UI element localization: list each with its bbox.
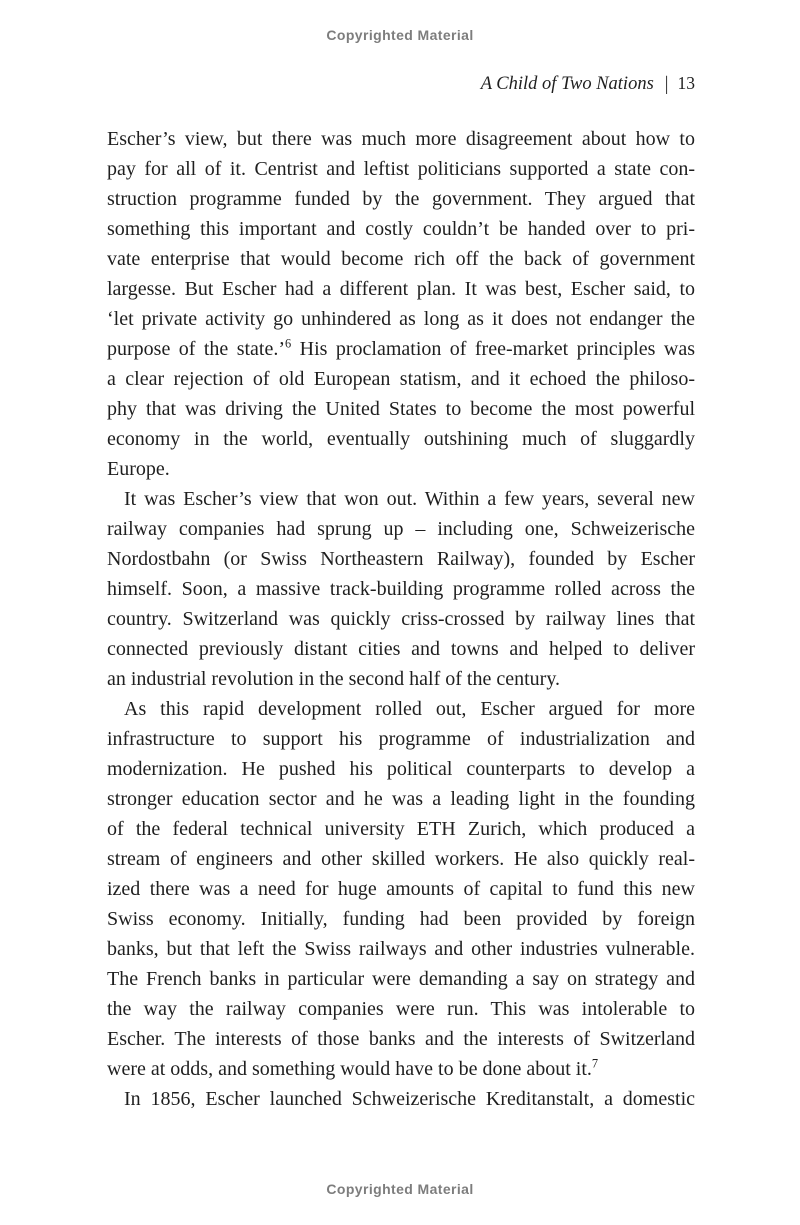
text-line: connected previously distant cities and towns and helped to deliver bbox=[107, 638, 695, 660]
copyright-notice-bottom: Copyrighted Material bbox=[326, 1181, 474, 1197]
running-header bbox=[107, 71, 695, 96]
page-number: 13 bbox=[677, 73, 695, 93]
text-line: a clear rejection of old European statism, and it echoed the philoso- bbox=[107, 368, 695, 390]
chapter-title: A Child of Two Nations bbox=[480, 74, 654, 94]
text-line: Swiss economy. Initially, funding had been provided by foreign bbox=[107, 908, 695, 930]
text-line: As this rapid development rolled out, Escher argued for more bbox=[124, 698, 695, 720]
text-segment: were at odds, and something would have to be done about it. bbox=[107, 1058, 592, 1080]
text-line: largesse. But Escher had a different plan. It was best, Escher said, to bbox=[107, 278, 695, 300]
text-line: stream of engineers and other skilled workers. He also quickly real- bbox=[107, 848, 695, 870]
body-text bbox=[107, 124, 695, 1114]
text-line bbox=[107, 1054, 695, 1084]
text-line: something this important and costly couldn’t be handed over to pri- bbox=[107, 218, 695, 240]
text-line: banks, but that left the Swiss railways and other industries vulnerable. bbox=[107, 938, 695, 960]
text-line: the way the railway companies were run. This was intolerable to bbox=[107, 998, 695, 1020]
text-line bbox=[107, 334, 695, 364]
text-segment: His proclamation of free-market principles was bbox=[291, 338, 695, 360]
text-line: It was Escher’s view that won out. Within a few years, several new bbox=[124, 488, 695, 510]
paragraph bbox=[107, 1084, 695, 1114]
text-line: vate enterprise that would become rich off the back of government bbox=[107, 248, 695, 270]
text-line: of the federal technical university ETH Zurich, which produced a bbox=[107, 818, 695, 840]
text-segment: purpose of the state.’ bbox=[107, 338, 286, 360]
text-line: infrastructure to support his programme of industrialization and bbox=[107, 728, 695, 750]
text-line: pay for all of it. Centrist and leftist politicians supported a state con- bbox=[107, 158, 695, 180]
copyright-notice-top: Copyrighted Material bbox=[326, 27, 474, 43]
text-line: phy that was driving the United States to become the most powerful bbox=[107, 398, 695, 420]
text-line: economy in the world, eventually outshining much of sluggardly bbox=[107, 428, 695, 450]
text-line: struction programme funded by the government. They argued that bbox=[107, 188, 695, 210]
paragraph bbox=[107, 694, 695, 1084]
text-line: himself. Soon, a massive track-building programme rolled across the bbox=[107, 578, 695, 600]
text-line: The French banks in particular were demanding a say on strategy and bbox=[107, 968, 695, 990]
text-line: ‘let private activity go unhindered as long as it does not endanger the bbox=[107, 308, 695, 330]
text-line: railway companies had sprung up – including one, Schweizerische bbox=[107, 518, 695, 540]
text-line: country. Switzerland was quickly criss-crossed by railway lines that bbox=[107, 608, 695, 630]
text-line: an industrial revolution in the second half of the century. bbox=[107, 668, 561, 690]
text-line: modernization. He pushed his political counterparts to develop a bbox=[107, 758, 695, 780]
text-line: Escher’s view, but there was much more disagreement about how to bbox=[107, 128, 695, 150]
text-line: ized there was a need for huge amounts of capital to fund this new bbox=[107, 878, 695, 900]
paragraph bbox=[107, 484, 695, 694]
text-line: Nordostbahn (or Swiss Northeastern Railway), founded by Escher bbox=[107, 548, 695, 570]
paragraph bbox=[107, 124, 695, 484]
text-line: Escher. The interests of those banks and the interests of Switzerland bbox=[107, 1028, 695, 1050]
text-line: stronger education sector and he was a leading light in the founding bbox=[107, 788, 695, 810]
text-line: In 1856, Escher launched Schweizerische Kreditanstalt, a domestic bbox=[124, 1088, 695, 1110]
footnote-marker: 7 bbox=[591, 1056, 599, 1071]
header-separator: | bbox=[664, 73, 669, 95]
text-line: Europe. bbox=[107, 458, 170, 480]
footnote-marker: 6 bbox=[285, 336, 292, 351]
